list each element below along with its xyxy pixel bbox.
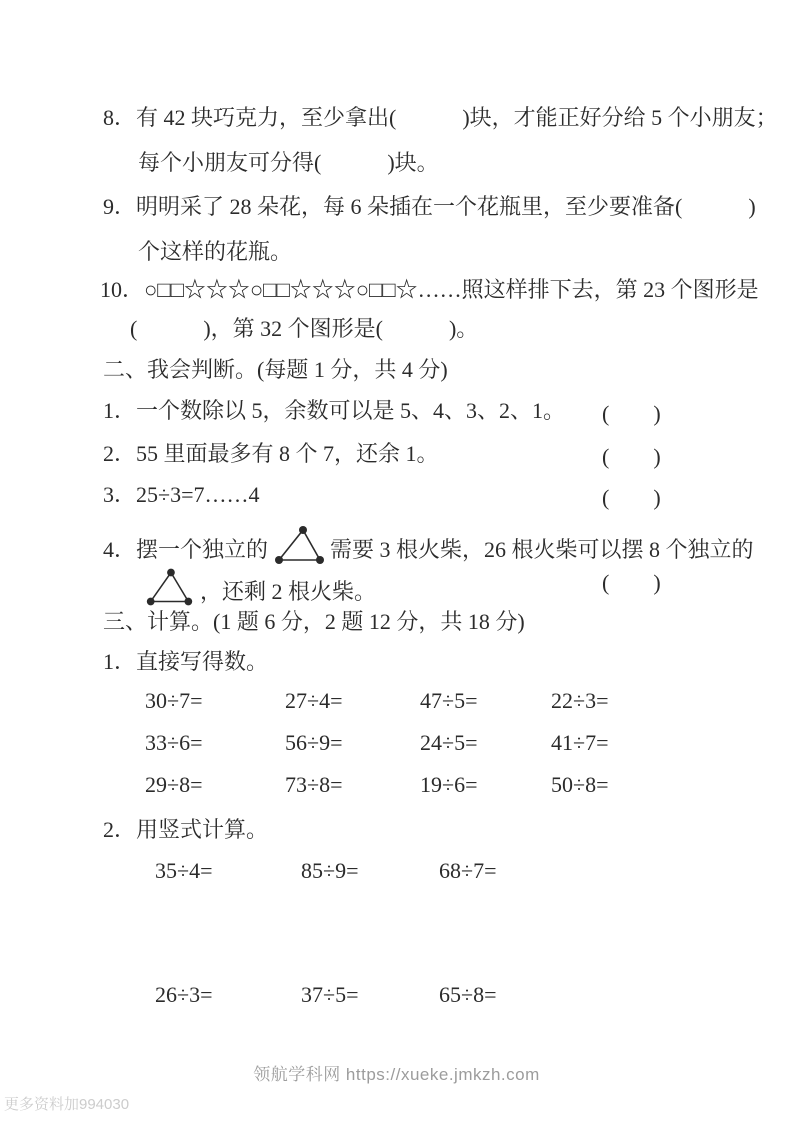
oral-problem: 56÷9= (285, 730, 343, 755)
oral-problem: 27÷4= (285, 688, 343, 713)
vertical-problem: 26÷3= (155, 982, 213, 1007)
matchstick-triangle-icon (270, 524, 328, 572)
judgment-item-4-text-c: ，还剩 2 根火柴。 (200, 579, 377, 604)
vertical-problem: 65÷8= (439, 982, 497, 1007)
oral-problem: 19÷6= (420, 772, 478, 797)
calc-sub-2-title: 2．用竖式计算。 (103, 817, 269, 842)
judgment-item-4-text-a: 4．摆一个独立的 (103, 537, 269, 562)
oral-problem: 30÷7= (145, 688, 203, 713)
watermark-text: 更多资料加994030 (4, 1096, 130, 1113)
oral-problem: 50÷8= (551, 772, 609, 797)
vertical-calc-row-1 (155, 858, 496, 884)
section-3-title: 三、计算。(1 题 6 分，2 题 12 分，共 18 分) (103, 609, 525, 634)
judgment-answer-blank-1: ( ) (602, 401, 661, 426)
oral-problem: 33÷6= (145, 730, 203, 755)
matchstick-triangle-icon (142, 566, 198, 614)
oral-problem: 29÷8= (145, 772, 203, 797)
question-9-line-1: 9．明明采了 28 朵花，每 6 朵插在一个花瓶里，至少要准备( ) (103, 194, 756, 219)
judgment-answer-blank-2: ( ) (602, 444, 661, 469)
vertical-calc-row-2 (155, 982, 496, 1008)
oral-calc-row-1 (145, 688, 608, 714)
judgment-item-1: 1．一个数除以 5，余数可以是 5、4、3、2、1。 (103, 398, 566, 423)
vertical-problem: 35÷4= (155, 858, 213, 883)
vertical-problem: 68÷7= (439, 858, 497, 883)
question-10-line-2: ( )，第 32 个图形是( )。 (130, 316, 479, 341)
oral-calc-row-2 (145, 730, 608, 756)
oral-problem: 24÷5= (420, 730, 478, 755)
vertical-problem: 85÷9= (301, 858, 359, 883)
oral-problem: 73÷8= (285, 772, 343, 797)
question-8-line-2: 每个小朋友可分得( )块。 (138, 150, 439, 175)
question-9-line-2: 个这样的花瓶。 (138, 239, 293, 264)
question-10-line-1: 10．○□□☆☆☆○□□☆☆☆○□□☆……照这样排下去，第 23 个图形是 (100, 277, 759, 302)
footer-site-text: 领航学科网 https://xueke.jmkzh.com (253, 1065, 540, 1084)
vertical-problem: 37÷5= (301, 982, 359, 1007)
question-8-line-1: 8．有 42 块巧克力，至少拿出( )块，才能正好分给 5 个小朋友； (103, 105, 778, 130)
oral-problem: 22÷3= (551, 688, 609, 713)
oral-calc-row-3 (145, 772, 608, 798)
judgment-answer-blank-3: ( ) (602, 485, 661, 510)
judgment-item-4-text-b: 需要 3 根火柴，26 根火柴可以摆 8 个独立的 (330, 537, 754, 562)
oral-problem: 41÷7= (551, 730, 609, 755)
oral-problem: 47÷5= (420, 688, 478, 713)
section-2-title: 二、我会判断。(每题 1 分，共 4 分) (103, 357, 448, 382)
calc-sub-1-title: 1．直接写得数。 (103, 649, 269, 674)
judgment-item-4-line-1 (103, 524, 754, 572)
judgment-item-4-line-2 (140, 566, 376, 614)
judgment-item-3: 3．25÷3=7……4 (103, 482, 260, 507)
judgment-answer-blank-4: ( ) (602, 570, 661, 595)
judgment-item-2: 2．55 里面最多有 8 个 7，还余 1。 (103, 441, 439, 466)
